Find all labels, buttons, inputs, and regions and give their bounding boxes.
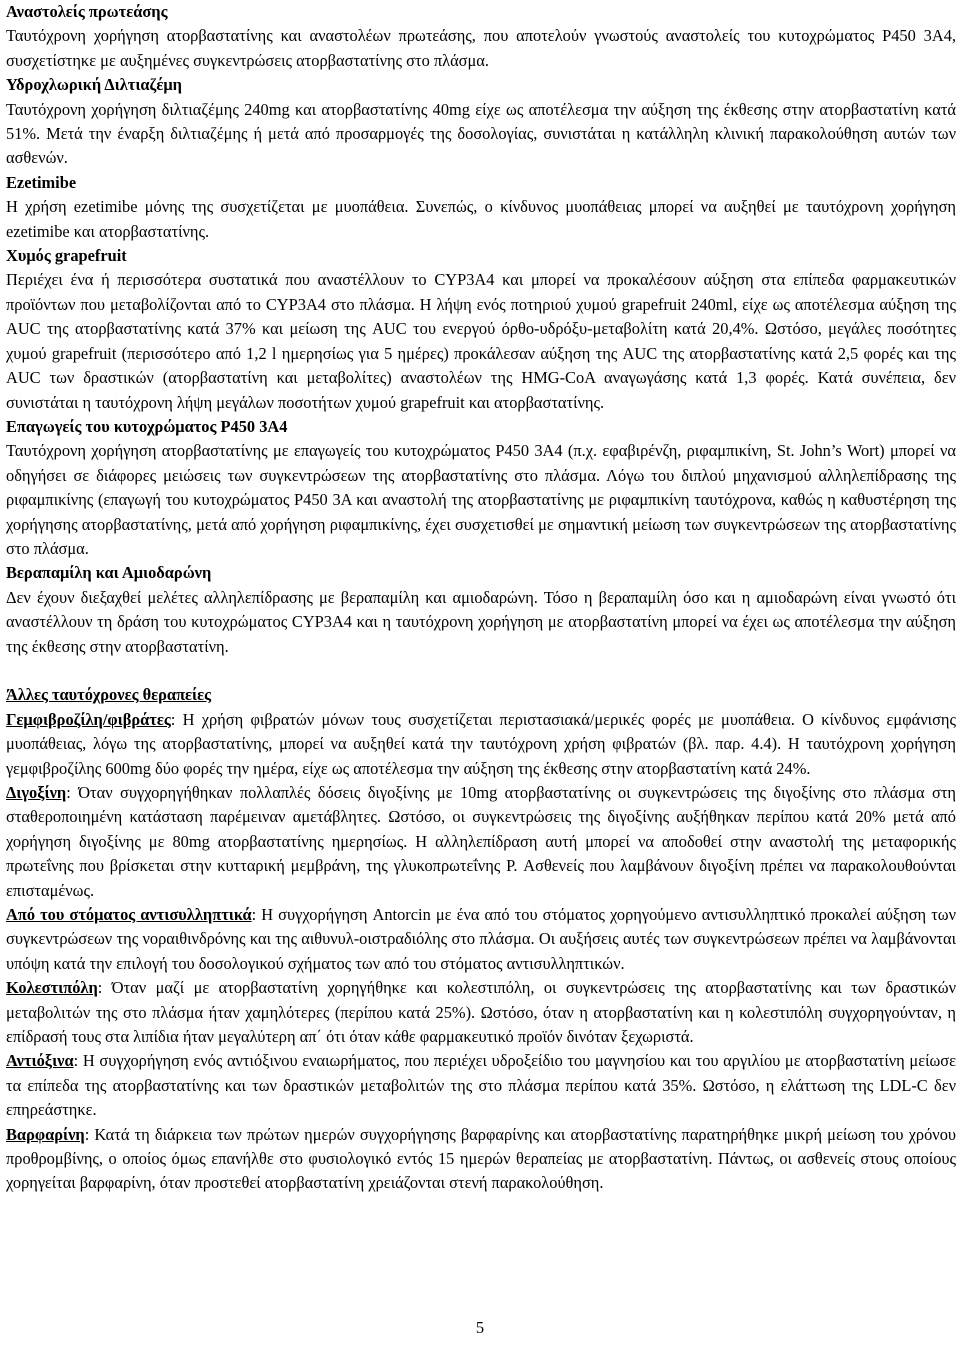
section-body-diltiazem: Ταυτόχρονη χορήγηση διλτιαζέμης 240mg και ατορβαστατίνης 40mg είχε ως αποτέλεσμα την αύξηση της έκθεσης στην ατορβαστατίνη κατά 51%. Μετά την έναρξη διλτιαζέμης ή μετά από προσαρμογές της δοσολογίας, συνιστάται η κατάλληλη κλινική παρακολούθηση αυτών των ασθενών. xyxy=(6,99,956,168)
therapy-text: : Η συγχορήγηση ενός αντιόξινου εναιωρήματος, που περιέχει υδροξείδιο του μαγνησίου και του αργιλίου με ατορβαστατίνη μείωσε τα επίπεδα της ατορβαστατίνης και των δραστικών μεταβολιτών της στο πλάσμα περίπου κατά 35%. Ωστόσο, η ελάττωση της LDL-C δεν επηρεάστηκε. xyxy=(6,1051,956,1120)
therapy-item-oral-contraceptives xyxy=(6,903,956,976)
section-spacer xyxy=(6,659,956,683)
section-heading-verapamil-amiodarone: Βεραπαμίλη και Αμιοδαρώνη xyxy=(6,563,212,583)
section-body-grapefruit: Περιέχει ένα ή περισσότερα συστατικά που αναστέλλουν το CYP3A4 και μπορεί να προκαλέσουν αύξηση στα επίπεδα φαρμακευτικών προϊόντων που μεταβολίζονται από το CYP3A4 στο πλάσμα. Η λήψη ενός ποτηριού χυμού grapefruit 240ml, είχε ως αποτέλεσμα αύξηση της AUC της ατορβαστατίνης κατά 37% και μείωση της AUC του ενεργού όρθο-υδρόξυ-μεταβολίτη κατά 20,4%. Ωστόσο, μεγάλες ποσότητες χυμού grapefruit (περισσότερο από 1,2 l ημερησίως για 5 ημέρες) προκάλεσαν αύξηση της AUC της ατορβαστατίνης κατά 2,5 φορές και της AUC των δραστικών (ατορβαστατίνη και μεταβολίτες) αναστολέων της HMG-CoA αναγωγάσης κατά 1,3 φορές. Κατά συνέπεια, δεν συνιστάται η ταυτόχρονη λήψη μεγάλων ποσοτήτων χυμού grapefruit και ατορβαστατίνης. xyxy=(6,270,956,412)
therapy-text: : Όταν συγχορηγήθηκαν πολλαπλές δόσεις διγοξίνης με 10mg ατορβαστατίνης οι συγκεντρώσεις της διγοξίνης στο πλάσμα στη σταθεροποιημένη κατάσταση παρέμειναν αμετάβλητες. Ωστόσο, οι συγκεντρώσεις της διγοξίνης αυξήθηκαν περίπου κατά 20% μετά από χορήγηση διγοξίνης με 80mg ατορβαστατίνης ημερησίως. Η αλληλεπίδραση αυτή μπορεί να αποδοθεί στην αναστολή της μεταφορικής πρωτεΐνης που βρίσκεται στην κυτταρική μεμβράνη, της γλυκοπρωτεΐνης P. Ασθενείς που λαμβάνουν διγοξίνη πρέπει να παρακολουθούνται επισταμένως. xyxy=(6,782,956,900)
page-number: 5 xyxy=(475,1318,485,1337)
therapy-term: Γεμφιβροζίλη/φιβράτες xyxy=(6,709,171,729)
therapy-text: : Η συγχορήγηση Antorcin με ένα από του στόματος χορηγούμενο αντισυλληπτικό προκαλεί αύξηση των συγκεντρώσεων της νοραιθινδρόνης και της αιθυνυλ-οιστραδιόλης στο πλάσμα. Οι αυξήσεις αυτές των συγκεντρώσεων πρέπει να λαμβάνονται υπόψη κατά την επιλογή του δοσολογικού σχήματος των από του στόματος αντισυλληπτικών. xyxy=(6,905,956,973)
section-heading-cyp3a4-inducers: Επαγωγείς του κυτοχρώματος P450 3A4 xyxy=(6,416,288,436)
section-body-verapamil-amiodarone: Δεν έχουν διεξαχθεί μελέτες αλληλεπίδρασης με βεραπαμίλη και αμιοδαρώνη. Τόσο η βεραπαμίλη όσο και η αμιοδαρώνη είναι γνωστό ότι αναστέλλουν τη δράση του κυτοχρώματος CYP3A4 και η ταυτόχρονη χορήγηση με ατορβαστατίνη μπορεί να έχει ως αποτέλεσμα την αύξηση της έκθεσης στην ατορβαστατίνη. xyxy=(6,587,956,656)
therapy-term: Αντιόξινα xyxy=(6,1051,74,1071)
section-heading-other-therapies: Άλλες ταυτόχρονες θεραπείες xyxy=(6,685,212,705)
therapy-term: Κολεστιπόλη xyxy=(6,978,98,998)
therapy-item-digoxin xyxy=(6,781,956,903)
therapy-item-colestipol xyxy=(6,976,956,1049)
therapy-text: : Όταν μαζί με ατορβαστατίνη χορηγήθηκε και κολεστιπόλη, οι συγκεντρώσεις της ατορβαστατίνης και των δραστικών μεταβολιτών της στο πλάσμα ήταν χαμηλότερες (περίπου κατά 25%). Ωστόσο, όταν η ατορβαστατίνη και η κολεστιπόλη συγχορηγούνταν, η επίδρασή τους στα λιπίδια ήταν μεγαλύτερη απ΄ ότι όταν κάθε φαρμακευτικό προϊόν δινόταν ξεχωριστά. xyxy=(6,978,956,1047)
therapy-term: Διγοξίνη xyxy=(6,782,67,802)
section-body-protease-inhibitors: Ταυτόχρονη χορήγηση ατορβαστατίνης και αναστολέων πρωτεάσης, που αποτελούν γνωστούς αναστολείς του κυτοχρώματος P450 3A4, συσχετίστηκε με αυξημένες συγκεντρώσεις ατορβαστατίνης στο πλάσμα. xyxy=(6,26,956,70)
section-heading-diltiazem: Υδροχλωρική Διλτιαζέμη xyxy=(6,75,182,95)
section-body-ezetimibe: Η χρήση ezetimibe μόνης της συσχετίζεται με μυοπάθεια. Συνεπώς, ο κίνδυνος μυοπάθειας μπορεί να αυξηθεί με ταυτόχρονη χορήγηση ezetimibe και ατορβαστατίνης. xyxy=(6,197,956,241)
therapy-term: Από του στόματος αντισυλληπτικά xyxy=(6,905,252,925)
section-heading-grapefruit: Χυμός grapefruit xyxy=(6,246,127,266)
section-body-cyp3a4-inducers: Ταυτόχρονη χορήγηση ατορβαστατίνης με επαγωγείς του κυτοχρώματος P450 3A4 (π.χ. εφαβιρένζη, ριφαμπικίνη, St. John’s Wort) μπορεί να οδηγήσει σε διάφορες μειώσεις των συγκεντρώσεων της ατορβαστατίνης στο πλάσμα. Λόγω του διπλού μηχανισμού αλληλεπίδρασης της ριφαμπικίνης (επαγωγή του κυτοχρώματος P450 3A και αναστολή της ατορβαστατίνης με ριφαμπικίνη ταυτόχρονα, καθώς η καθυστέρηση της χορήγησης ατορβαστατίνης, μετά από χορήγηση ριφαμπικίνης, έχει συσχετισθεί με σημαντική μείωση των συγκεντρώσεων της ατορβαστατίνης στο πλάσμα. xyxy=(6,441,956,558)
therapy-term: Βαρφαρίνη xyxy=(6,1124,85,1144)
therapy-item-antacids xyxy=(6,1049,956,1122)
therapy-item-gemfibrozil xyxy=(6,708,956,781)
section-heading-ezetimibe: Ezetimibe xyxy=(6,172,77,192)
therapy-text: : Κατά τη διάρκεια των πρώτων ημερών συγχορήγησης βαρφαρίνης και ατορβαστατίνης παρατηρήθηκε μικρή μείωση του χρόνου προθρομβίνης, ο οποίος όμως επανήλθε στο φυσιολογικό εντός 15 ημερών θεραπείας με ατορβαστατίνη. Πάντως, οι ασθενείς στους οποίους χορηγείται βαρφαρίνη, όταν προστεθεί ατορβαστατίνη χρειάζονται στενή παρακολούθηση. xyxy=(6,1124,956,1193)
therapy-item-warfarin xyxy=(6,1123,956,1196)
section-heading-protease-inhibitors: Αναστολείς πρωτεάσης xyxy=(6,2,168,21)
document-page xyxy=(6,0,956,1196)
therapy-text: : Η χρήση φιβρατών μόνων τους συσχετίζεται περιστασιακά/μερικές φορές με μυοπάθεια. Ο κίνδυνος εμφάνισης μυοπάθειας, λόγω της ατορβαστατίνης, μπορεί να αυξηθεί κατά την ταυτόχρονη χρήση φιβρατών (βλ. παρ. 4.4). Η ταυτόχρονη χορήγηση γεμφιβροζίλης 600mg δύο φορές την ημέρα, είχε ως αποτέλεσμα την αύξηση της έκθεσης στην ατορβαστατίνη κατά 24%. xyxy=(6,709,956,778)
